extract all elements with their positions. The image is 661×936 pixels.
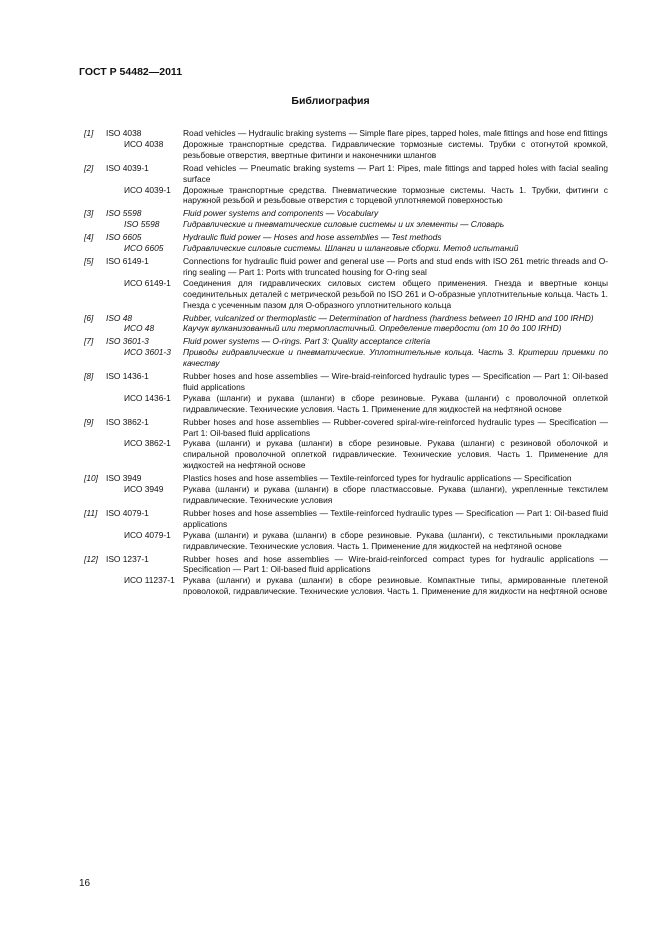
standard-title: Road vehicles — Pneumatic braking systems — Part 1: Pipes, male fittings and tapped holes with facial sealing surface: [183, 162, 608, 184]
entry-number: [11]: [84, 507, 98, 518]
standard-title-translation: Рукава (шланги) и рукава (шланги) в сборе резиновые. Рукава (шланги) с проволочной оплеткой гидравлические. Технические условия. Часть 1. Применение для жидкостей на нефтяной основе: [183, 392, 608, 414]
entry-number-spacer: [84, 243, 106, 254]
standard-title: Fluid power systems and components — Vocabulary: [183, 208, 379, 219]
standard-code-translation: ИСО 3862-1: [124, 438, 171, 449]
standard-title-translation: Рукава (шланги) и рукава (шланги) в сборе пластмассовые. Рукава (шланги), укрепленные текстилем гидравлические. Технические условия: [183, 484, 608, 505]
entry-translation-row: [84, 438, 608, 471]
bibliography-entry: [84, 163, 608, 207]
standard-title: Rubber hoses and hose assemblies — Rubber-covered spiral-wire-reinforced hydraulic types — Specification — Part 1: Oil-based fluid applications: [183, 416, 608, 438]
entry-number-spacer: [84, 278, 106, 311]
bibliography-entry: [84, 417, 608, 472]
entry-original-row: [84, 554, 608, 576]
standard-title: Rubber, vulcanized or thermoplastic — Determination of hardness (hardness between 10 IRHD and 100 IRHD): [183, 312, 594, 323]
entry-number: [10]: [84, 473, 98, 484]
entry-number: [8]: [84, 371, 94, 382]
standard-code-translation: ИСО 4038: [124, 138, 164, 149]
entry-number-spacer: [84, 484, 106, 506]
standard-code: ISO 1436-1: [106, 371, 149, 382]
entry-original-row: [84, 208, 608, 219]
entry-number-spacer: [84, 393, 106, 415]
entry-original-row: [84, 508, 608, 530]
entry-number-spacer: [84, 438, 106, 471]
entry-number-spacer: [84, 219, 106, 230]
standard-code-translation: ISO 5598: [124, 219, 160, 230]
standard-title: Road vehicles — Hydraulic braking systems — Simple flare pipes, tapped holes, male fittings and hose end fittings: [183, 128, 608, 138]
standard-title-translation: Дорожные транспортные средства. Гидравлические тормозные системы. Трубки с отогнутой кромкой, резьбовые отверстия, ввертные фитинги и наконечники шлангов: [183, 138, 608, 160]
standard-code-translation: ИСО 48: [124, 323, 155, 334]
bibliography-entry: [84, 473, 608, 506]
document-header: ГОСТ Р 54482—2011: [79, 66, 183, 78]
standard-code: ISO 3601-3: [106, 336, 149, 347]
entry-translation-row: [84, 243, 608, 254]
bibliography-entry: [84, 208, 608, 230]
page-title: Библиография: [291, 95, 370, 107]
page-number: 16: [79, 878, 91, 889]
entry-translation-row: [84, 219, 608, 230]
entry-number: [5]: [84, 255, 94, 266]
standard-title-translation: Дорожные транспортные средства. Пневматические тормозные системы. Часть 1. Трубки, фитинги с наружной резьбой и резьбовые отверстия с торцевой уплотняемой поверхностью: [183, 184, 608, 206]
standard-code: ISO 48: [106, 312, 133, 323]
standard-code: ISO 4039-1: [106, 162, 149, 173]
standard-title: Connections for hydraulic fluid power and general use — Ports and stud ends with ISO 261 metric threads and O-ring sealing — Part 1: Ports with truncated housing for O-ring seal: [183, 255, 608, 277]
entry-translation-row: [84, 323, 608, 334]
entry-translation-row: [84, 575, 608, 597]
entry-original-row: [84, 128, 608, 139]
bibliography-entry: [84, 232, 608, 254]
standard-code: ISO 3862-1: [106, 416, 149, 427]
entry-translation-row: [84, 484, 608, 506]
standard-code-translation: ИСО 6149-1: [124, 277, 171, 288]
bibliography-entry: [84, 336, 608, 369]
standard-title-translation: Рукава (шланги) и рукава (шланги) в сборе резиновые. Рукава (шланги), с текстильными прокладками гидравлические. Технические условия. Часть 1. Применение для жидкостей на нефтяной основе: [183, 529, 608, 551]
bibliography-entry: [84, 313, 608, 335]
entry-translation-row: [84, 139, 608, 161]
bibliography-entry: [84, 256, 608, 311]
standard-code: ISO 4038: [106, 128, 142, 138]
standard-title: Hydraulic fluid power — Hoses and hose assemblies — Test methods: [183, 232, 442, 243]
entry-number: [6]: [84, 312, 94, 323]
entry-number: [2]: [84, 162, 94, 173]
entry-number-spacer: [84, 530, 106, 552]
standard-code: ISO 3949: [106, 473, 142, 484]
standard-title-translation: Гидравлические силовые системы. Шланги и шланговые сборки. Метод испытаний: [183, 243, 519, 254]
entry-translation-row: [84, 185, 608, 207]
entry-original-row: [84, 417, 608, 439]
standard-code-translation: ИСО 6605: [124, 243, 164, 254]
standard-title: Fluid power systems — O-rings. Part 3: Quality acceptance criteria: [183, 336, 431, 347]
standard-title: Rubber hoses and hose assemblies — Wire-braid-reinforced hydraulic types — Specification — Part 1: Oil-based fluid applications: [183, 371, 608, 392]
standard-code: ISO 4079-1: [106, 507, 149, 518]
entry-translation-row: [84, 278, 608, 311]
standard-code: ISO 5598: [106, 208, 142, 219]
standard-code-translation: ИСО 4079-1: [124, 529, 171, 540]
entry-original-row: [84, 163, 608, 185]
entry-number-spacer: [84, 347, 106, 369]
entry-number: [9]: [84, 416, 94, 427]
bibliography-entry: [84, 508, 608, 552]
entry-number-spacer: [84, 139, 106, 161]
entry-original-row: [84, 371, 608, 393]
entry-translation-row: [84, 393, 608, 415]
standard-code: ISO 1237-1: [106, 553, 149, 564]
standard-title-translation: Рукава (шланги) и рукава (шланги) в сборе резиновые. Рукава (шланги) с резиновой оболочкой и спиральной проволочной оплеткой гидравлические. Технические условия. Часть 1. Применение для жидкостей на нефтяной основе: [183, 438, 608, 471]
bibliography-entry: [84, 128, 608, 161]
standard-code-translation: ИСО 4039-1: [124, 184, 171, 195]
standard-title: Rubber hoses and hose assemblies — Textile-reinforced hydraulic types — Specification — Part 1: Oil-based fluid applications: [183, 507, 608, 529]
entry-number: [3]: [84, 208, 94, 219]
standard-title-translation: Рукава (шланги) и рукава (шланги) в сборе резиновые. Компактные типы, армированные плетеной проволокой, гидравлические. Технические условия. Часть 1. Применение для жидкости на нефтяной основе: [183, 575, 608, 597]
standard-code: ISO 6605: [106, 232, 142, 243]
entry-number-spacer: [84, 575, 106, 597]
entry-number: [4]: [84, 232, 94, 243]
entry-original-row: [84, 256, 608, 278]
entry-translation-row: [84, 530, 608, 552]
standard-title-translation: Гидравлические и пневматические силовые системы и их элементы — Словарь: [183, 219, 505, 230]
standard-title-translation: Приводы гидравлические и пневматические. Уплотнительные кольца. Часть 3. Критерии приемки по качеству: [183, 347, 608, 369]
standard-code-translation: ИСО 1436-1: [124, 392, 171, 403]
entry-original-row: [84, 336, 608, 347]
entry-number: [12]: [84, 553, 98, 564]
standard-title-translation: Соединения для гидравлических силовых систем общего применения. Гнезда и ввертные концы соединительных деталей с метрической резьбой по ISO 261 и О-образные уплотнительные кольца. Часть 1. Гнезда с усеченным пазом для О-образного уплотнительного кольца: [183, 277, 608, 310]
standard-code-translation: ИСО 3949: [124, 484, 164, 495]
bibliography-list: [84, 128, 608, 599]
standard-code-translation: ИСО 11237-1: [124, 575, 175, 586]
standard-code: ISO 6149-1: [106, 255, 149, 266]
standard-title-translation: Каучук вулканизованный или термопластичный. Определение твердости (от 10 до 100 IRHD): [183, 323, 562, 334]
entry-original-row: [84, 473, 608, 484]
entry-number-spacer: [84, 323, 106, 334]
bibliography-entry: [84, 371, 608, 415]
entry-number-spacer: [84, 185, 106, 207]
entry-number: [1]: [84, 128, 94, 138]
bibliography-entry: [84, 554, 608, 598]
standard-code-translation: ИСО 3601-3: [124, 347, 171, 358]
standard-title: Plastics hoses and hose assemblies — Textile-reinforced types for hydraulic applications — Specification: [183, 473, 572, 484]
standard-title: Rubber hoses and hose assemblies — Wire-braid-reinforced compact types for hydraulic applications — Specification — Part 1: Oil-based fluid applications: [183, 553, 608, 575]
entry-original-row: [84, 313, 608, 324]
entry-number: [7]: [84, 336, 94, 347]
entry-translation-row: [84, 347, 608, 369]
entry-original-row: [84, 232, 608, 243]
